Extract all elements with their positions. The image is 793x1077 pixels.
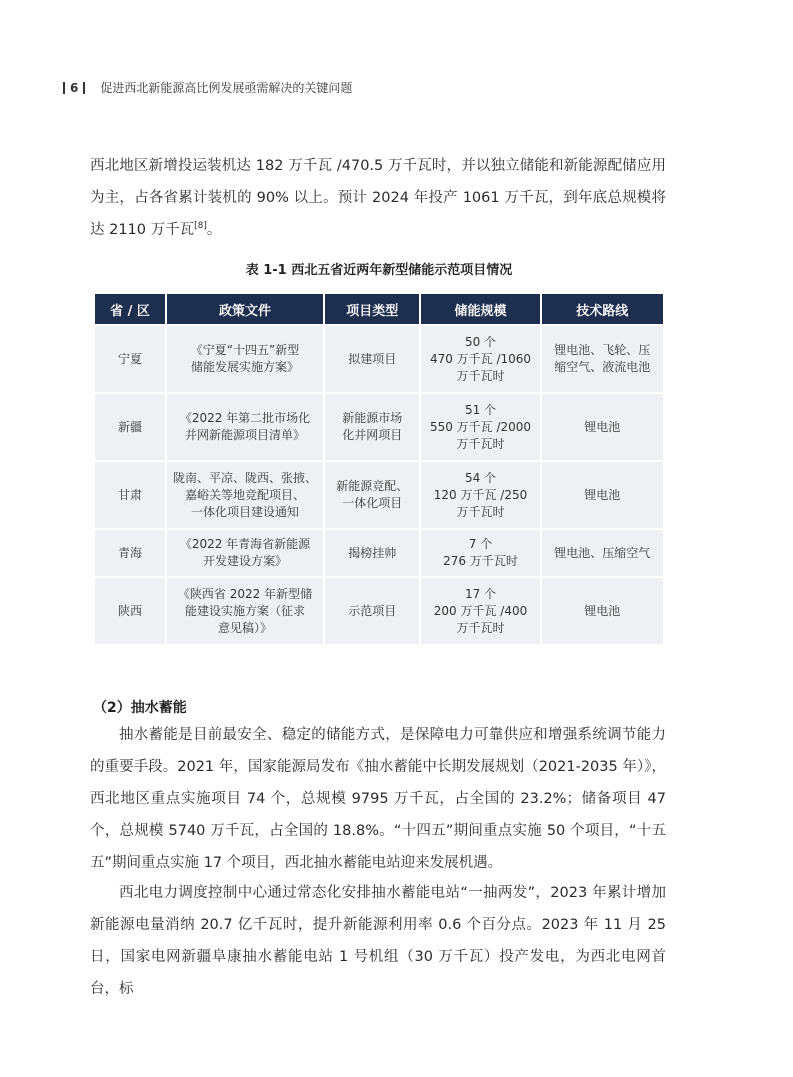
cell-storage-scale-line: 276 万千瓦时 [443, 554, 518, 568]
cell-policy [167, 462, 323, 528]
cell-storage-scale-line: 万千瓦时 [456, 504, 505, 519]
cell-storage-scale [421, 578, 539, 644]
cell-technology-line: 锂电池、压缩空气 [554, 545, 651, 560]
intro-end: 。 [206, 222, 222, 238]
cell-technology-line: 锂电池 [584, 603, 621, 618]
cell-storage-scale-line: 54 个 [464, 470, 497, 485]
cell-project-type-line: 揭榜挂帅 [348, 545, 397, 560]
cell-project-type [325, 326, 419, 392]
cell-province: 宁夏 [95, 326, 165, 392]
header-title: 促进西北新能源高比例发展亟需解决的关键问题 [100, 81, 353, 95]
cell-storage-scale-line: 万千瓦时 [456, 620, 505, 635]
section-paragraph-1: 抽水蓄能是目前最安全、稳定的储能方式，是保障电力可靠供应和增强系统调节能力的重要手段。2021 年，国家能源局发布《抽水蓄能中长期发展规划（2021-2035 年）》，西北地区重点实施项目 74 个，总规模 9795 万千瓦，占全国的 23.2%；储备项目 47 个，总规模 5740 万千瓦，占全国的 18.8%。“十四五”期间重点实施 50 个项目，“十五五”期间重点实施 17 个项目，西北抽水蓄能电站迎来发展机遇。 [90, 727, 666, 871]
table-row [95, 530, 663, 576]
cell-policy-line: 一体化项目建设通知 [191, 504, 300, 519]
cell-project-type-line: 化并网项目 [342, 428, 403, 442]
header-divider [83, 82, 85, 94]
cell-storage-scale-line: 120 万千瓦 /250 [433, 487, 528, 502]
running-header [58, 79, 352, 96]
citation-marker: [8] [194, 221, 207, 232]
cell-policy-line: 《2022 年第二批市场化 [179, 411, 311, 425]
cell-policy-line: 储能发展实施方案》 [191, 360, 300, 374]
cell-policy [167, 530, 323, 576]
cell-policy-line: 意见稿）》 [218, 620, 273, 635]
intro-paragraph [90, 150, 666, 246]
cell-technology [542, 530, 663, 576]
header-storage-scale: 储能规模 [421, 294, 539, 324]
header-divider [63, 82, 65, 94]
cell-province: 新疆 [95, 394, 165, 460]
cell-policy-line: 陇南、平凉、陇西、张掖、 [173, 470, 318, 485]
cell-storage-scale-line: 万千瓦时 [456, 436, 505, 451]
cell-technology [542, 394, 663, 460]
table-row [95, 462, 663, 528]
cell-storage-scale [421, 394, 539, 460]
cell-policy-line: 能建设实施方案（征求 [185, 603, 306, 618]
cell-project-type-line: 新能源市场 [342, 411, 403, 425]
section-paragraph-2: 西北电力调度控制中心通过常态化安排抽水蓄能电站“一抽两发”，2023 年累计增加新能源电量消纳 20.7 亿千瓦时，提升新能源利用率 0.6 个百分点。2023 年 11 月 25 日，国家电网新疆阜康抽水蓄能电站 1 号机组（30 万千瓦）投产发电，为西北电网首台，标 [90, 885, 666, 997]
cell-project-type [325, 530, 419, 576]
cell-storage-scale-line: 7 个 [468, 537, 493, 551]
cell-province: 陕西 [95, 578, 165, 644]
cell-storage-scale-line: 200 万千瓦 /400 [433, 603, 528, 618]
cell-project-type [325, 578, 419, 644]
cell-storage-scale-line: 550 万千瓦 /2000 [429, 419, 532, 434]
intro-text: 西北地区新增投运装机达 182 万千瓦 /470.5 万千瓦时，并以独立储能和新能源配储应用为主，占各省累计装机的 90% 以上。预计 2024 年投产 1061 万千瓦，到年底总规模将达 2110 万千瓦 [90, 158, 666, 238]
cell-policy-line: 嘉峪关等地竞配项目、 [185, 487, 306, 502]
cell-policy [167, 326, 323, 392]
cell-province: 青海 [95, 530, 165, 576]
cell-project-type-line: 一体化项目 [342, 496, 403, 510]
cell-policy-line: 并网新能源项目清单》 [185, 428, 306, 442]
header-province: 省 / 区 [95, 294, 165, 324]
cell-storage-scale-line: 17 个 [464, 586, 497, 601]
table-row [95, 326, 663, 392]
cell-project-type-line: 新能源竞配、 [336, 479, 409, 493]
table-row [95, 578, 663, 644]
cell-technology-line: 锂电池 [584, 419, 621, 434]
page-number: 6 [70, 80, 79, 95]
cell-technology [542, 462, 663, 528]
cell-project-type [325, 462, 419, 528]
cell-technology [542, 326, 663, 392]
cell-storage-scale-line: 万千瓦时 [456, 368, 505, 383]
cell-technology-line: 锂电池 [584, 487, 621, 502]
header-technology: 技术路线 [542, 294, 663, 324]
header-policy: 政策文件 [167, 294, 323, 324]
cell-technology-line: 锂电池、飞轮、压 [554, 343, 651, 357]
cell-technology [542, 578, 663, 644]
cell-storage-scale [421, 462, 539, 528]
cell-policy-line: 《宁夏“十四五”新型 [190, 343, 300, 357]
cell-province: 甘肃 [95, 462, 165, 528]
cell-project-type-line: 拟建项目 [348, 351, 397, 366]
cell-storage-scale-line: 51 个 [464, 402, 497, 417]
cell-policy-line: 开发建设方案》 [203, 554, 288, 568]
cell-technology-line: 缩空气、液流电池 [554, 360, 651, 374]
cell-storage-scale-line: 470 万千瓦 /1060 [429, 351, 532, 366]
storage-projects-table [93, 292, 665, 646]
header-project-type: 项目类型 [325, 294, 419, 324]
section-title: （2）抽水蓄能 [93, 700, 187, 716]
cell-project-type [325, 394, 419, 460]
cell-policy [167, 394, 323, 460]
cell-project-type-line: 示范项目 [348, 603, 397, 618]
cell-storage-scale [421, 326, 539, 392]
cell-policy [167, 578, 323, 644]
table-row [95, 394, 663, 460]
cell-storage-scale [421, 530, 539, 576]
cell-storage-scale-line: 50 个 [464, 334, 497, 349]
table-caption: 表 1-1 西北五省近两年新型储能示范项目情况 [245, 263, 513, 278]
table-header-row [95, 294, 663, 324]
cell-policy-line: 《2022 年青海省新能源 [179, 537, 311, 551]
cell-policy-line: 《陕西省 2022 年新型储 [177, 586, 313, 601]
